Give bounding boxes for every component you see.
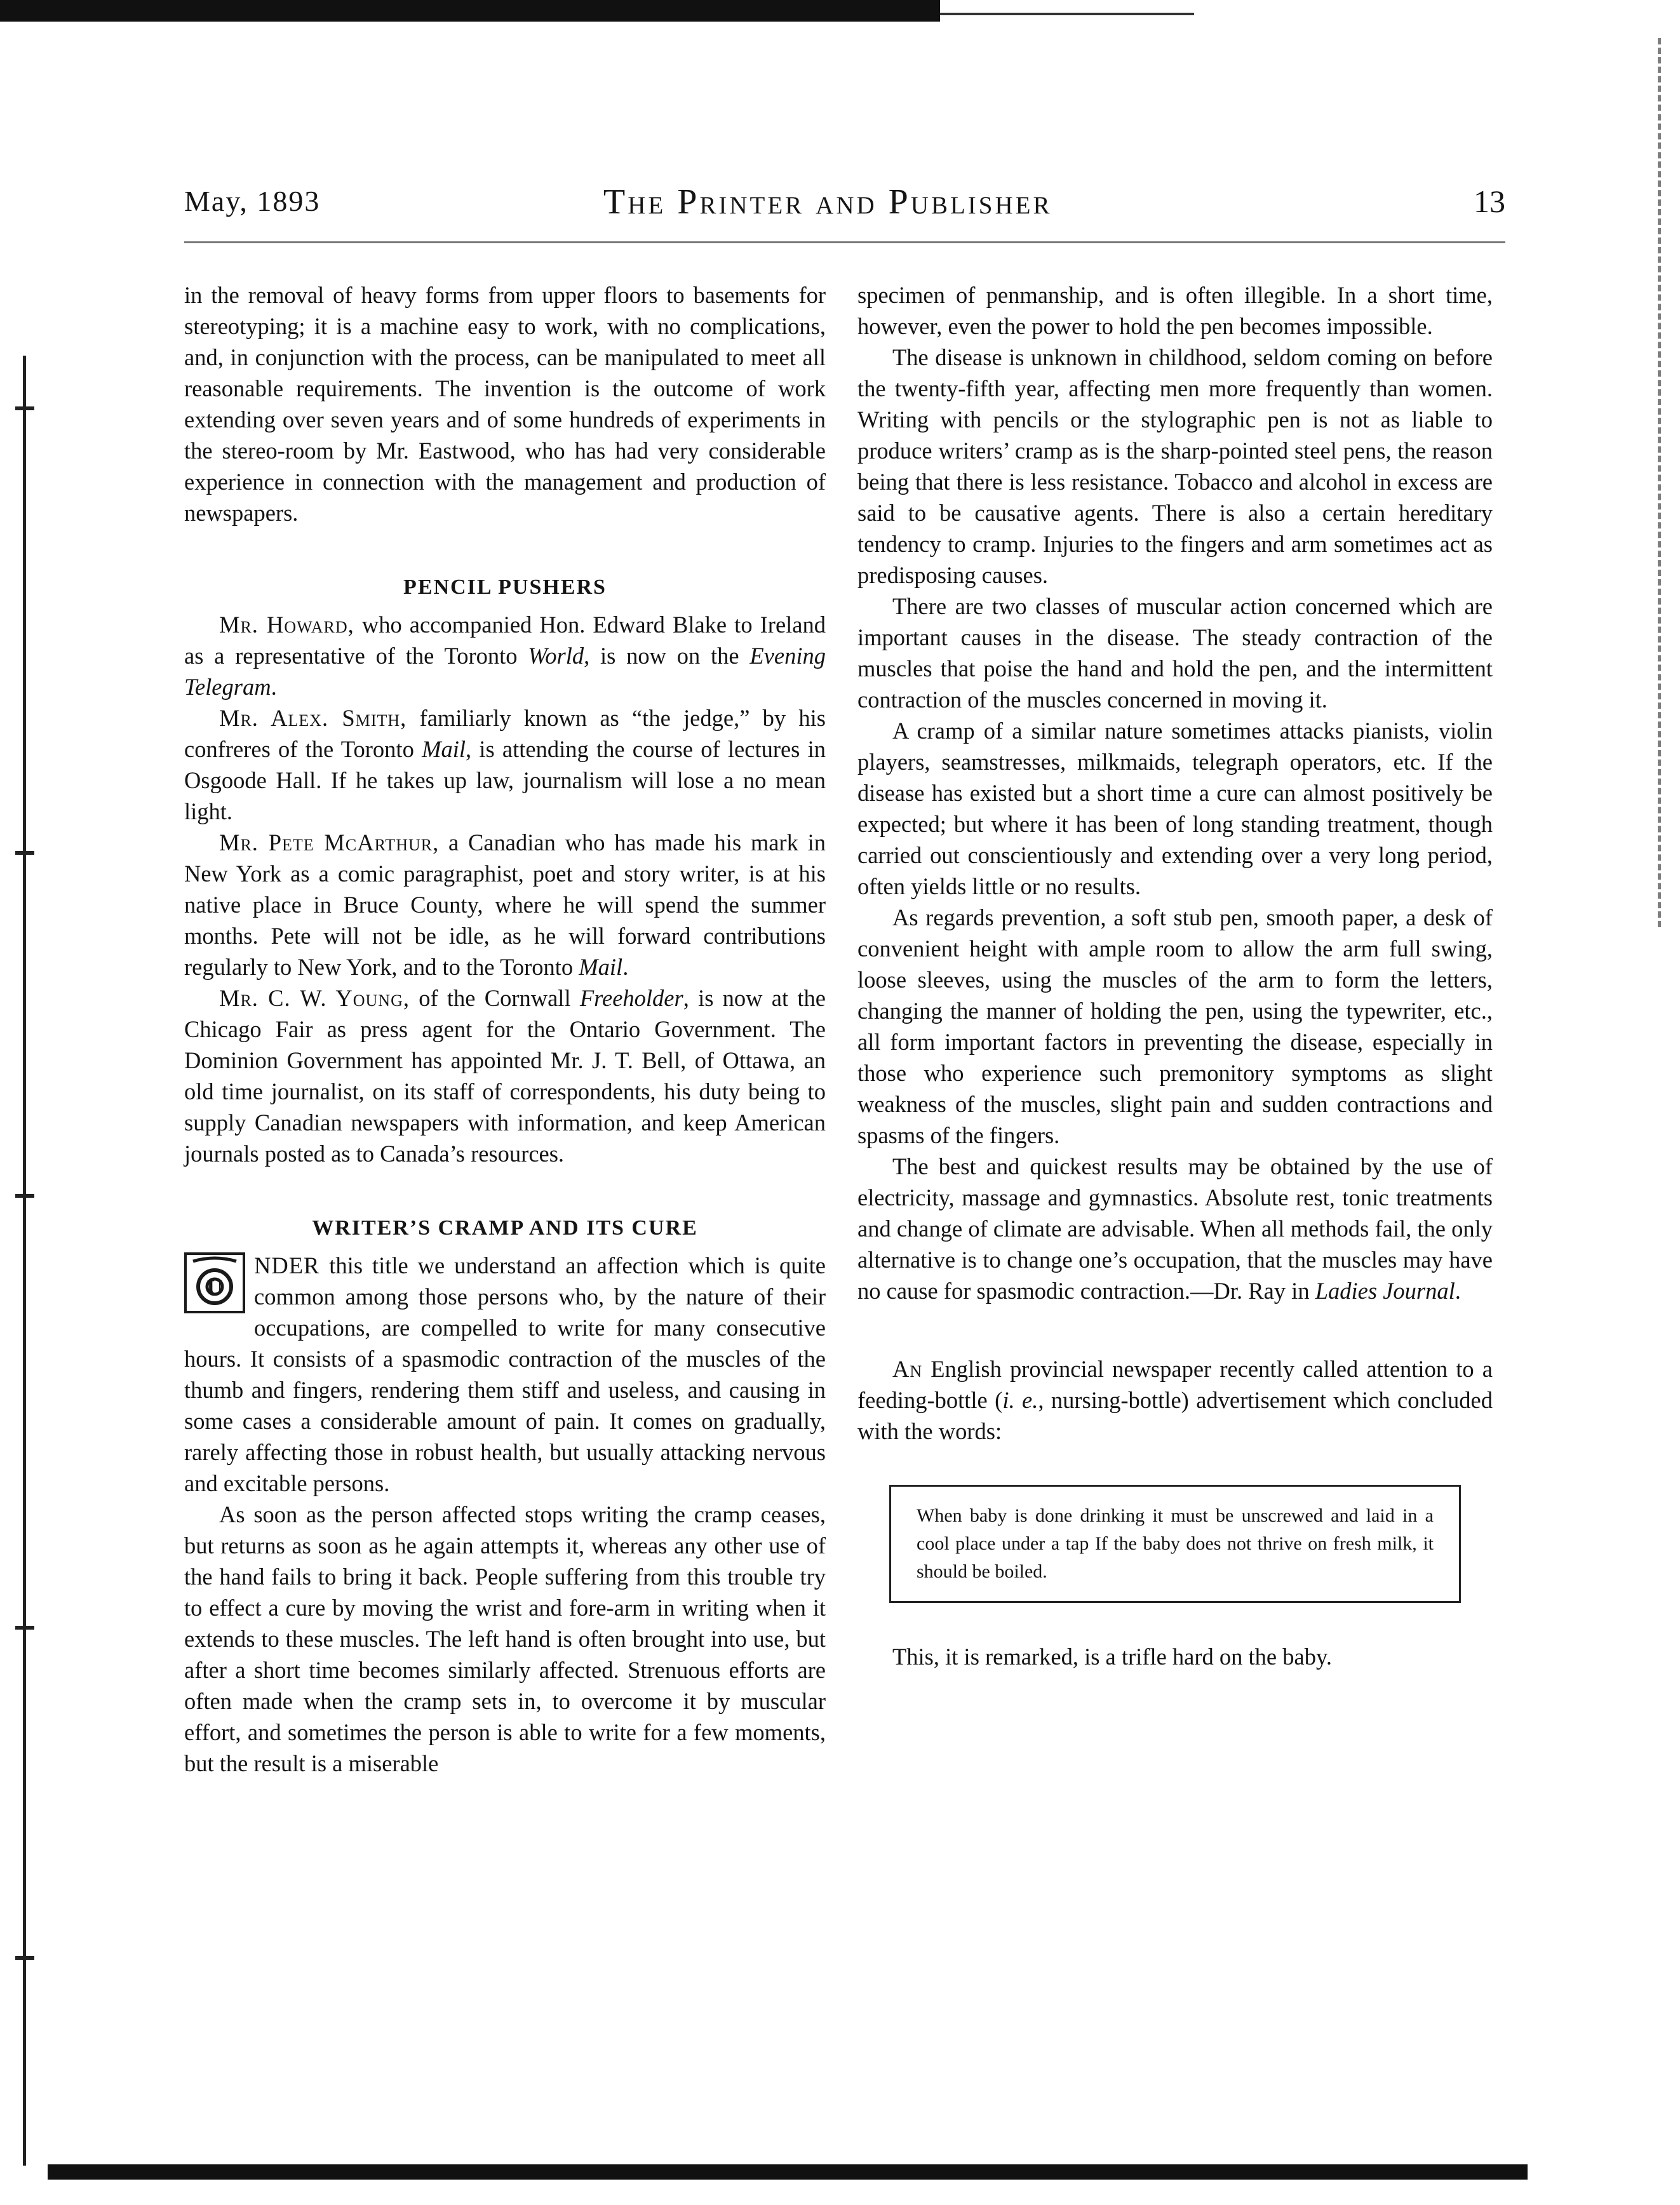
newspaper-anecdote: An English provincial newspaper recently called attention to a feeding-bottle (i. e., nursing-bottle) advertisement which concluded with the words:	[857, 1356, 1493, 1444]
cramp-paragraph: A cramp of a similar nature sometimes attacks pianists, violin players, seamstresses, milkmaids, telegraph operators, etc. If the disease has existed but a short time a cure can almost positively be expected; but where it has been of long standing treatment, though carried out conscientiously and extending over a very long period, often yields little or no results.	[857, 718, 1493, 899]
cramp-intro-paragraph: U NDER this title we understand an affection which is quite common among those persons who, by the nature of their occupations, are compelled to write for many consecutive hours. It consists of a spasmodic contraction of the muscles of the thumb and fingers, rendering them stiff and useless, and causing in some cases a considerable amount of pain. It comes on gradually, rarely affecting those in robust health, but usually attacking nervous and excitable persons.	[184, 1252, 826, 1496]
person-name: Mr. Howard,	[219, 612, 354, 638]
cramp-paragraph: The best and quickest results may be obtained by the use of electricity, massage and gymnastics. Absolute rest, tonic treatments and change of climate are advisable. When all methods fail, the only alternative is to change one’s occupation, that the muscles may have no cause for spasmodic contraction.—Dr. Ray in Ladies Journal.	[857, 1153, 1493, 1304]
section-spacer	[857, 1306, 1493, 1353]
newspaper-name: World	[528, 643, 584, 669]
left-column	[184, 279, 826, 1779]
cramp-paragraph: specimen of penmanship, and is often illegible. In a short time, however, even the power to hold the pen becomes impossible.	[857, 282, 1493, 339]
right-column	[857, 279, 1493, 1672]
header-rule	[184, 241, 1505, 243]
scan-tick	[15, 851, 34, 855]
ornamental-dropcap-icon	[184, 1252, 245, 1313]
running-head	[184, 184, 1505, 235]
newspaper-name: Mail	[579, 954, 623, 980]
person-name: Mr. Pete McArthur,	[219, 829, 440, 855]
first-word: NDER	[254, 1252, 320, 1278]
scan-edge-top-tail	[940, 13, 1194, 15]
issue-date: May, 1893	[184, 185, 321, 217]
scan-tick	[15, 1626, 34, 1630]
cramp-paragraph: As regards prevention, a soft stub pen, smooth paper, a desk of convenient height with ample room to allow the arm full swing, loose sleeves, using the muscles of the arm to form the letters, changing the manner of holding the pen, using the typewriter, etc., all form important factors in preventing the disease, especially in those who experience such premonitory symptoms as slight weakness of the muscles, slight pain and sudden contractions and spasms of the fingers.	[857, 904, 1493, 1148]
scan-tick	[15, 1194, 34, 1198]
journal-name: Ladies Journal	[1315, 1278, 1455, 1304]
newspaper-name: Mail	[422, 736, 466, 762]
news-item-mcarthur: Mr. Pete McArthur, a Canadian who has made his mark in New York as a comic paragraphist, poet and story writer, is at his native place in Bruce County, where he will spend the summer months. Pete will not be idle, as he will forward contributions regularly to New York, and to the Toronto Mail.	[184, 829, 826, 980]
news-item-smith: Mr. Alex. Smith, familiarly known as “the jedge,” by his confreres of the Toronto Mail, is attending the course of lectures in Osgoode Hall. If he takes up law, journalism will lose a no mean light.	[184, 705, 826, 824]
scan-edge-left	[23, 356, 26, 2166]
page-number: 13	[1474, 184, 1505, 219]
quoted-advertisement-box: When baby is done drinking it must be unscrewed and laid in a cool place under a tap If the baby does not thrive on fresh milk, it should be boiled.	[889, 1485, 1461, 1603]
news-item-young: Mr. C. W. Young, of the Cornwall Freeholder, is now at the Chicago Fair as press agent for the Ontario Government. The Dominion Government has appointed Mr. J. T. Bell, of Ottawa, an old time journalist, on its staff of correspondents, his duty being to supply Canadian newspapers with information, and keep American journals posted as to Canada’s resources.	[184, 985, 826, 1167]
dropcap-letter: U	[206, 1276, 223, 1299]
newspaper-name: Evening Telegram	[184, 643, 826, 700]
publication-title: The Printer and Publisher	[603, 182, 1052, 222]
closing-remark: This, it is remarked, is a trifle hard on the baby.	[892, 1644, 1332, 1670]
newspaper-name: Freeholder	[579, 985, 683, 1011]
scan-edge-bottom	[48, 2164, 1528, 2180]
writers-cramp-heading: WRITER’S CRAMP AND ITS CURE	[312, 1216, 698, 1240]
news-item-howard: Mr. Howard, who accompanied Hon. Edward Blake to Ireland as a representative of the Toronto World, is now on the Evening Telegram.	[184, 612, 826, 700]
person-name: Mr. Alex. Smith,	[219, 705, 407, 731]
scan-tick	[15, 1956, 34, 1960]
pencil-pushers-heading: PENCIL PUSHERS	[403, 575, 607, 599]
cramp-paragraph: As soon as the person affected stops writing the cramp ceases, but returns as soon as he again attempts it, whereas any other use of the hand fails to bring it back. People suffering from this trouble try to effect a cure by moving the wrist and fore-arm in writing when it extends to these muscles. The left hand is often brought into use, but after a short time becomes similarly affected. Strenuous efforts are often made when the cramp sets in, to overcome it by muscular effort, and sometimes the person is able to write for a few moments, but the result is a miserable	[184, 1501, 826, 1776]
continued-paragraph: in the removal of heavy forms from upper floors to basements for stereotyping; it is a machine easy to work, with no complications, and, in conjunction with the process, can be manipulated to meet all reasonable requirements. The invention is the outcome of work extending over seven years and of some hundreds of experiments in the stereo-room by Mr. Eastwood, who has had very considerable experience in connection with the management and production of newspapers.	[184, 282, 826, 526]
person-name: Mr. C. W. Young,	[219, 985, 410, 1011]
scan-edge-right	[1658, 38, 1680, 927]
cramp-paragraph: The disease is unknown in childhood, seldom coming on before the twenty-fifth year, affecting men more frequently than women. Writing with pencils or the stylographic pen is not as liable to produce writers’ cramp as is the sharp-pointed steel pens, the reason being that there is less resistance. Tobacco and alcohol in excess are said to be causative agents. There is also a certain hereditary tendency to cramp. Injuries to the fingers and arm sometimes act as predisposing causes.	[857, 344, 1493, 588]
scan-tick	[15, 406, 34, 410]
scan-edge-top	[0, 0, 940, 22]
cramp-paragraph: There are two classes of muscular action concerned which are important causes in the disease. The steady contraction of the muscles that poise the hand and hold the pen, and the intermittent contraction of the muscles concerned in moving it.	[857, 593, 1493, 713]
